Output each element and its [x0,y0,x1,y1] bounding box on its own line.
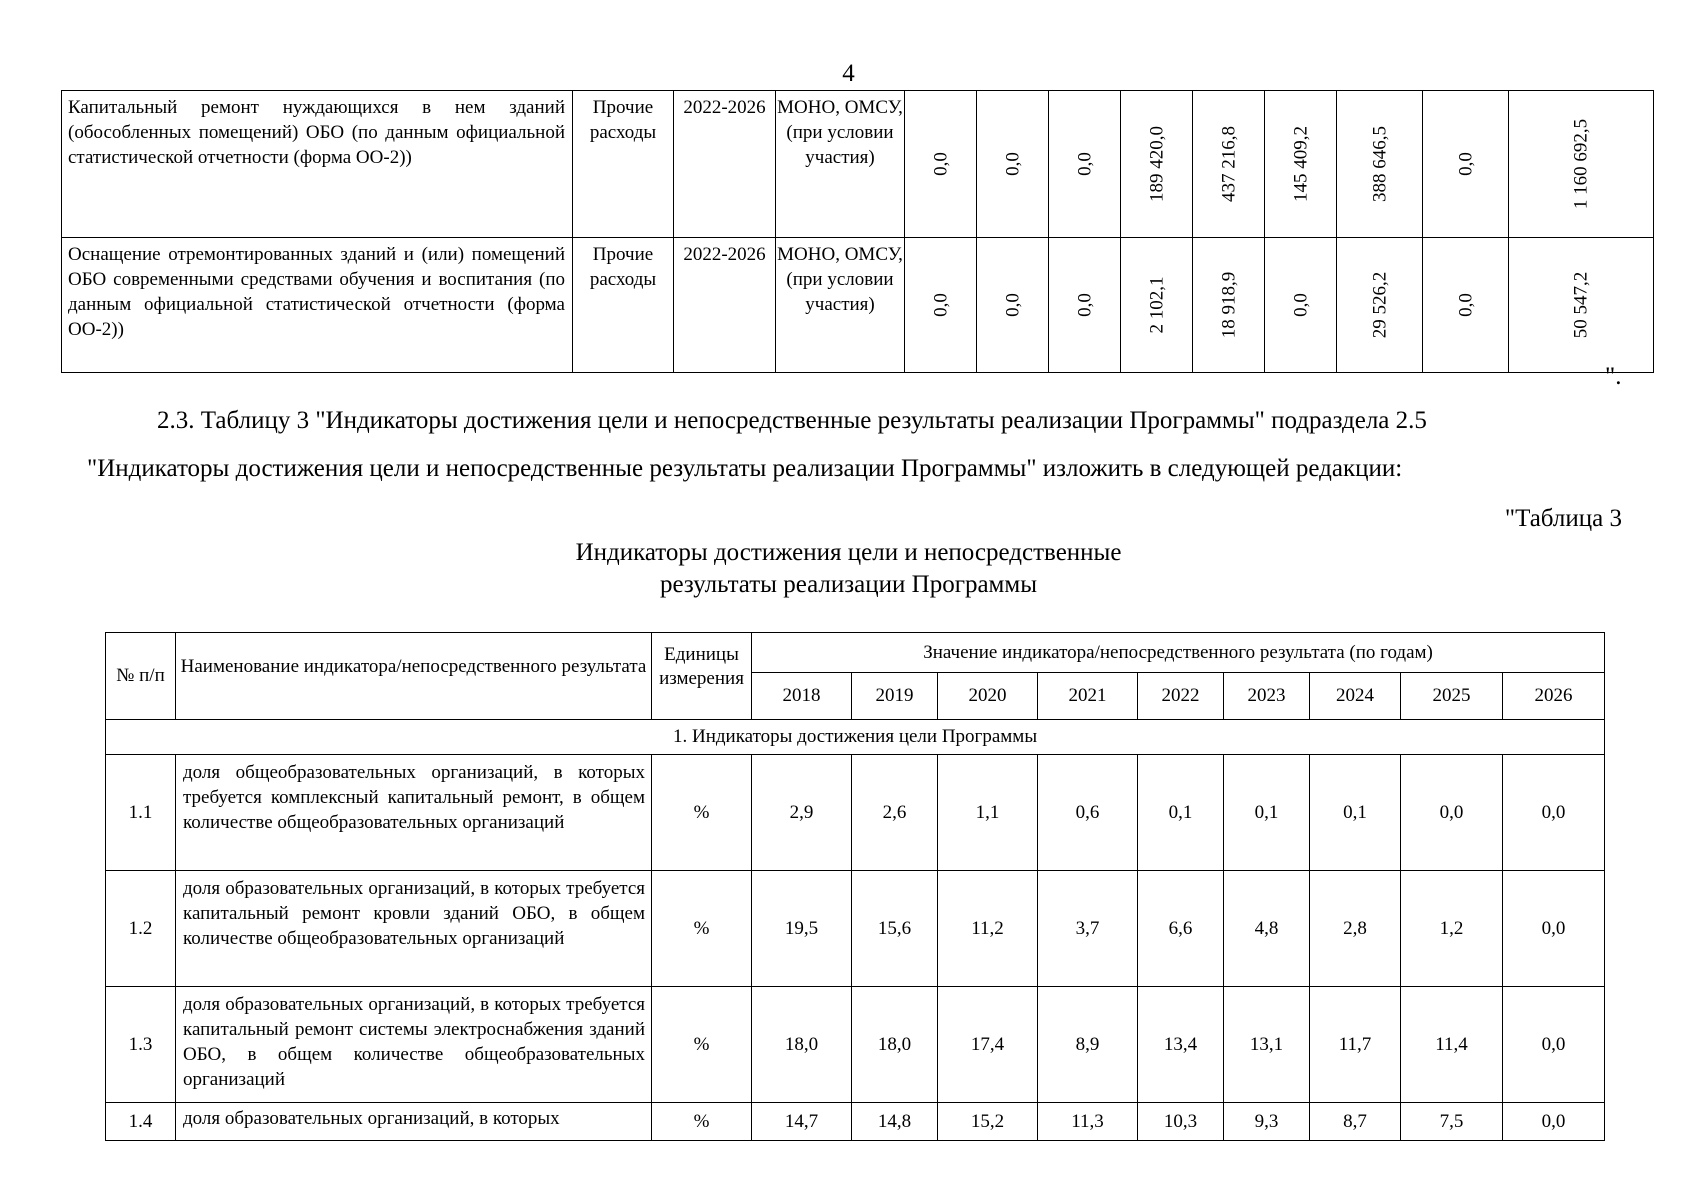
budget-row-expense-type: Прочие расходы [573,91,674,238]
row-value: 13,1 [1224,987,1310,1103]
budget-value: 0,0 [1455,293,1476,317]
row-indicator-name: доля образовательных организаций, в которых требуется капитальный ремонт кровли зданий ОБО, в общем количестве общеобразовательных организаций [176,871,652,987]
budget-value-cell [1049,91,1121,238]
budget-value: 437 216,8 [1218,126,1239,202]
budget-value-cell [1509,238,1654,373]
budget-row-executor: МОНО, ОМСУ, (при условии участия) [776,91,905,238]
header-num: № п/п [106,633,176,720]
budget-value-cell [905,238,977,373]
row-value: 0,1 [1224,755,1310,871]
row-value: 1,1 [938,755,1038,871]
row-value: 18,0 [852,987,938,1103]
row-num: 1.3 [106,987,176,1103]
budget-value-cell [1337,91,1423,238]
budget-value-cell [1193,238,1265,373]
header-year: 2020 [938,673,1038,720]
row-value: 18,0 [752,987,852,1103]
row-num: 1.2 [106,871,176,987]
header-year: 2024 [1310,673,1401,720]
table-row [106,871,1605,987]
row-value: 0,0 [1503,871,1605,987]
budget-value: 29 526,2 [1369,271,1390,339]
budget-value-cell [1423,238,1509,373]
row-unit: % [652,987,752,1103]
table-row [106,755,1605,871]
budget-value: 1 160 692,5 [1570,118,1592,210]
budget-value-cell [977,238,1049,373]
header-row [106,633,1605,673]
row-value: 8,7 [1310,1103,1401,1141]
row-value: 0,0 [1503,755,1605,871]
row-value: 2,6 [852,755,938,871]
row-num: 1.1 [106,755,176,871]
row-value: 17,4 [938,987,1038,1103]
row-unit: % [652,1103,752,1141]
budget-value-cell [1423,91,1509,238]
row-value: 11,7 [1310,987,1401,1103]
row-value: 11,3 [1038,1103,1138,1141]
budget-row-description: Капитальный ремонт нуждающихся в нем зданий (обособленных помещений) ОБО (по данным официальной статистической отчетности (форма ОО-2)) [62,91,573,238]
budget-table [61,90,1654,373]
row-value: 15,2 [938,1103,1038,1141]
table-title-line-1: Индикаторы достижения цели и непосредственные [575,539,1122,566]
budget-value: 388 646,5 [1369,126,1390,202]
row-num: 1.4 [106,1103,176,1141]
row-unit: % [652,755,752,871]
budget-row [62,91,1654,238]
row-value: 15,6 [852,871,938,987]
amendment-paragraph-line-2: "Индикаторы достижения цели и непосредственные результаты реализации Программы" изложить в следующей редакции: [87,455,1403,482]
header-year: 2025 [1401,673,1503,720]
row-value: 0,0 [1503,1103,1605,1141]
budget-value: 145 409,2 [1290,126,1311,202]
row-value: 14,7 [752,1103,852,1141]
row-value: 19,5 [752,871,852,987]
budget-value-cell [1049,238,1121,373]
row-value: 0,0 [1503,987,1605,1103]
header-year: 2019 [852,673,938,720]
table-label: "Таблица 3 [1504,505,1622,532]
table-row [106,987,1605,1103]
row-value: 6,6 [1138,871,1224,987]
budget-value: 0,0 [1074,152,1095,176]
section-row [106,720,1605,755]
budget-value-cell [1265,238,1337,373]
budget-value: 0,0 [1455,152,1476,176]
row-value: 0,1 [1310,755,1401,871]
row-indicator-name: доля образовательных организаций, в которых требуется капитальный ремонт системы электроснабжения зданий ОБО, в общем количестве общеобразовательных организаций [176,987,652,1103]
closing-quote: ". [1605,363,1622,390]
row-value: 8,9 [1038,987,1138,1103]
budget-value: 0,0 [1074,293,1095,317]
budget-value-cell [1193,91,1265,238]
row-value: 2,9 [752,755,852,871]
row-value: 13,4 [1138,987,1224,1103]
header-year: 2018 [752,673,852,720]
budget-value: 0,0 [1002,152,1023,176]
header-year: 2023 [1224,673,1310,720]
table-row [106,1103,1605,1141]
header-year: 2026 [1503,673,1605,720]
row-value: 3,7 [1038,871,1138,987]
budget-value: 0,0 [1002,293,1023,317]
budget-row-expense-type: Прочие расходы [573,238,674,373]
budget-value-cell [1121,238,1193,373]
row-value: 0,1 [1138,755,1224,871]
budget-row-executor: МОНО, ОМСУ, (при условии участия) [776,238,905,373]
page-number: 4 [842,60,855,87]
row-value: 7,5 [1401,1103,1503,1141]
header-values-group: Значение индикатора/непосредственного результата (по годам) [752,633,1605,673]
row-value: 1,2 [1401,871,1503,987]
budget-value: 0,0 [1290,293,1311,317]
row-value: 0,6 [1038,755,1138,871]
row-value: 11,2 [938,871,1038,987]
budget-value-cell [1337,238,1423,373]
row-value: 2,8 [1310,871,1401,987]
budget-value: 0,0 [930,293,951,317]
budget-value-cell [1509,91,1654,238]
budget-value-cell [905,91,977,238]
table-title-line-2: результаты реализации Программы [659,571,1037,598]
row-indicator-name: доля образовательных организаций, в которых [176,1103,652,1141]
budget-row-period: 2022-2026 [674,91,776,238]
indicators-table [105,632,1605,1141]
row-value: 10,3 [1138,1103,1224,1141]
budget-value: 2 102,1 [1146,276,1167,334]
row-unit: % [652,871,752,987]
amendment-paragraph-line-1: 2.3. Таблицу 3 "Индикаторы достижения цели и непосредственные результаты реализации Программы" подраздела 2.5 [157,407,1427,434]
header-name: Наименование индикатора/непосредственного результата [176,633,652,720]
budget-value: 18 918,9 [1218,271,1239,339]
budget-row [62,238,1654,373]
budget-value: 189 420,0 [1146,126,1167,202]
row-value: 14,8 [852,1103,938,1141]
row-value: 9,3 [1224,1103,1310,1141]
header-unit: Единицы измерения [652,633,752,720]
budget-value-cell [1121,91,1193,238]
budget-value: 50 547,2 [1570,271,1592,339]
section-title: 1. Индикаторы достижения цели Программы [106,720,1605,755]
row-indicator-name: доля общеобразовательных организаций, в которых требуется комплексный капитальный ремонт, в общем количестве общеобразовательных организаций [176,755,652,871]
budget-value-cell [977,91,1049,238]
header-year: 2021 [1038,673,1138,720]
row-value: 11,4 [1401,987,1503,1103]
row-value: 4,8 [1224,871,1310,987]
budget-row-description: Оснащение отремонтированных зданий и (или) помещений ОБО современными средствами обучения и воспитания (по данным официальной статистической отчетности (форма ОО-2)) [62,238,573,373]
budget-value: 0,0 [930,152,951,176]
budget-row-period: 2022-2026 [674,238,776,373]
row-value: 0,0 [1401,755,1503,871]
budget-value-cell [1265,91,1337,238]
table-title [0,537,1697,601]
header-year: 2022 [1138,673,1224,720]
